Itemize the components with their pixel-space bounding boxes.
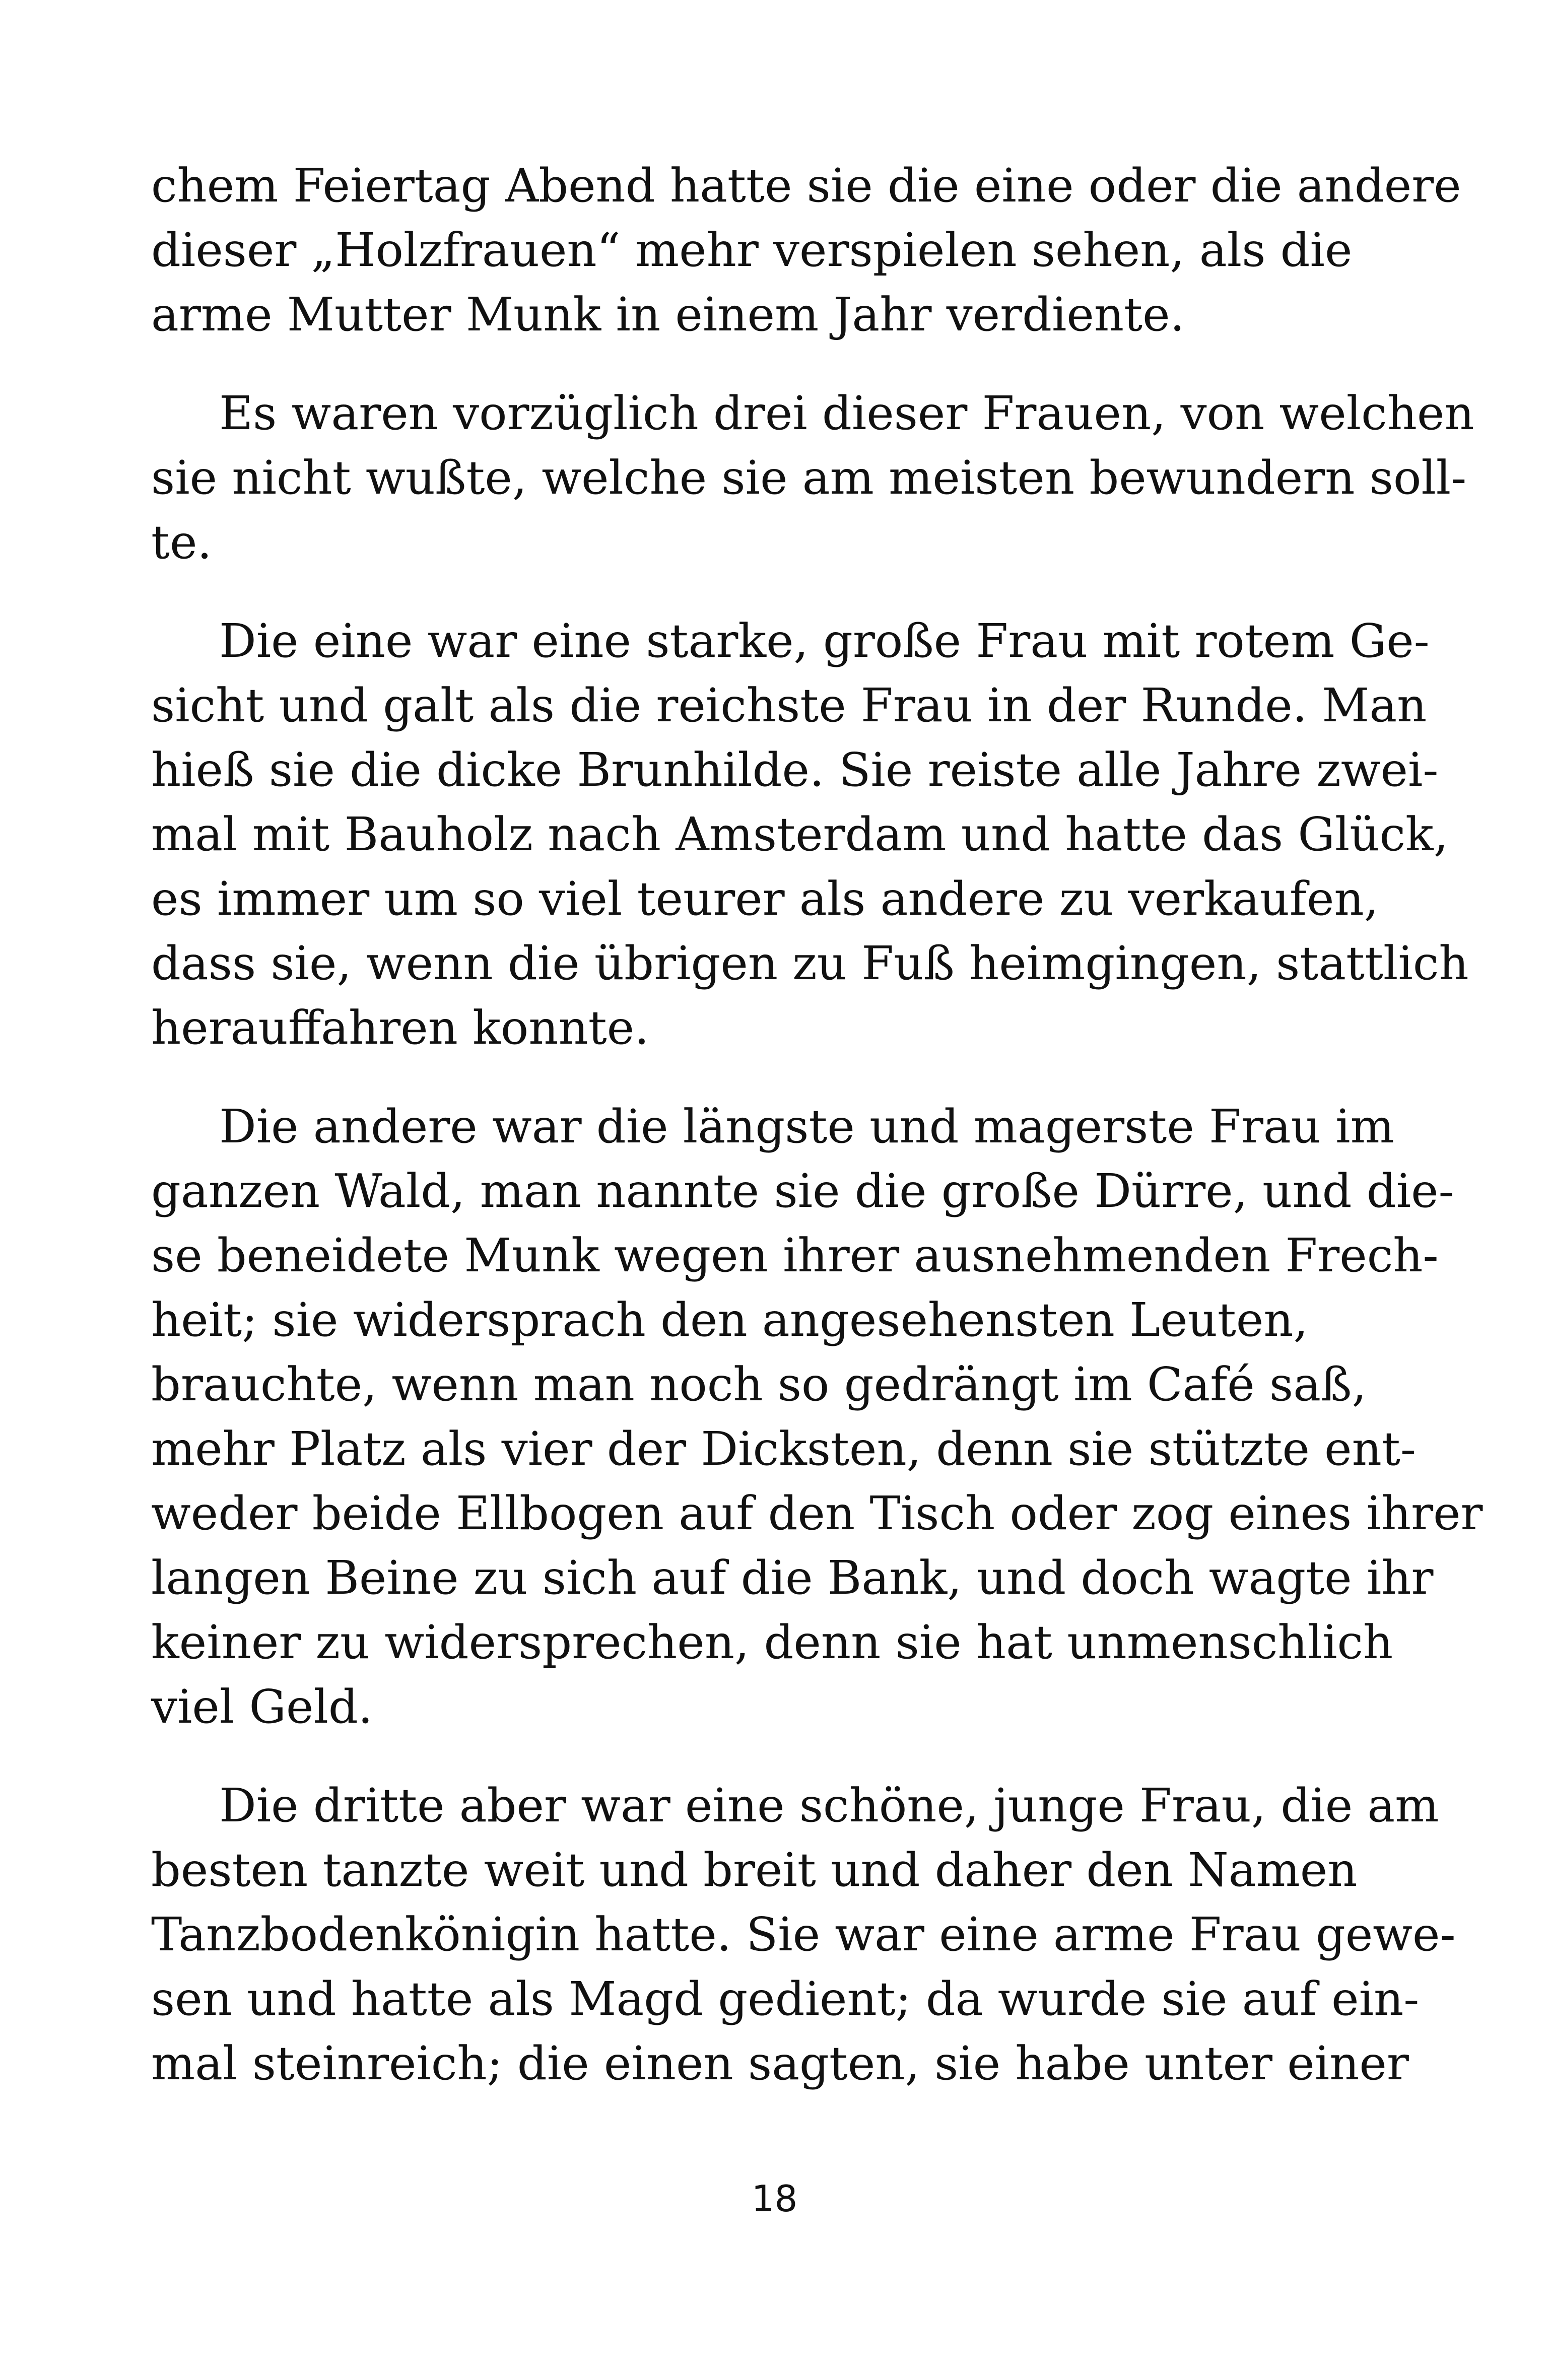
paragraph — [151, 154, 1461, 347]
page-number: 18 — [751, 2178, 798, 2220]
text-line-content: se beneidete Munk wegen ihrer ausnehmenden Frech- — [151, 1229, 1439, 1282]
text-line — [151, 738, 1439, 802]
text-line — [151, 1095, 1395, 1159]
text-line — [151, 931, 1469, 996]
text-line-content: Die andere war die längste und magerste Frau im — [219, 1100, 1394, 1153]
text-line — [151, 1675, 1395, 1739]
text-line-content: chem Feiertag Abend hatte sie die eine oder die andere — [151, 159, 1461, 213]
text-line — [151, 2031, 1409, 2096]
text-line — [151, 283, 1395, 347]
text-line — [151, 1352, 1395, 1417]
text-line-content: herauffahren konnte. — [151, 1001, 649, 1055]
text-line — [151, 1967, 1420, 2031]
text-line-content: langen Beine zu sich auf die Bank, und doch wagte ihr — [151, 1551, 1434, 1605]
text-line — [151, 1610, 1395, 1675]
text-line-content: brauchte, wenn man noch so gedrängt im Café saß, — [151, 1357, 1367, 1411]
text-line-content: mal mit Bauholz nach Amsterdam und hatte das Glück, — [151, 807, 1449, 861]
text-line-content: besten tanzte weit und breit und daher den Namen — [151, 1843, 1358, 1897]
text-line-content: weder beide Ellbogen auf den Tisch oder zog eines ihrer — [151, 1486, 1483, 1540]
text-line-content: dieser „Holzfrauen“ mehr verspielen sehen, als die — [151, 223, 1353, 277]
text-line-content: ganzen Wald, man nannte sie die große Dürre, und die- — [151, 1164, 1454, 1218]
text-line — [151, 510, 1395, 575]
text-line-content: sie nicht wußte, welche sie am meisten bewundern soll- — [151, 451, 1467, 505]
text-line — [151, 218, 1395, 283]
text-line-content: mal steinreich; die einen sagten, sie habe unter einer — [151, 2036, 1409, 2090]
text-line-content: arme Mutter Munk in einem Jahr verdiente. — [151, 288, 1185, 342]
text-line — [151, 673, 1427, 738]
text-line — [151, 1159, 1454, 1223]
text-line-content: viel Geld. — [151, 1680, 373, 1734]
text-line-content: Es waren vorzüglich drei dieser Frauen, von welchen — [219, 386, 1474, 440]
text-line-content: sicht und galt als die reichste Frau in der Runde. Man — [151, 678, 1427, 732]
text-line-content: heit; sie widersprach den angesehensten Leuten, — [151, 1293, 1308, 1347]
text-line-content: mehr Platz als vier der Dicksten, denn sie stützte ent- — [151, 1422, 1416, 1476]
text-line — [151, 1288, 1395, 1352]
text-line-content: dass sie, wenn die übrigen zu Fuß heimgingen, stattlich — [151, 936, 1469, 990]
text-line — [151, 996, 1395, 1060]
paragraph — [151, 609, 1469, 1060]
text-line-content: Die dritte aber war eine schöne, junge Frau, die am — [219, 1779, 1439, 1832]
text-line — [151, 1417, 1416, 1481]
text-line-content: es immer um so viel teurer als andere zu verkaufen, — [151, 872, 1379, 926]
paragraph — [151, 1095, 1483, 1739]
paragraph — [151, 381, 1474, 575]
text-line — [151, 1902, 1456, 1967]
text-line — [151, 1774, 1439, 1838]
text-line — [151, 446, 1467, 510]
text-line — [151, 154, 1461, 218]
text-line-content: Tanzbodenkönigin hatte. Sie war eine arme Frau gewe- — [151, 1908, 1456, 1961]
text-line-content: hieß sie die dicke Brunhilde. Sie reiste alle Jahre zwei- — [151, 743, 1439, 797]
text-line — [151, 867, 1395, 931]
text-line — [151, 609, 1430, 673]
text-line — [151, 802, 1449, 867]
text-line-content: Die eine war eine starke, große Frau mit rotem Ge- — [219, 614, 1430, 668]
text-line — [151, 1546, 1434, 1610]
text-line-content: sen und hatte als Magd gedient; da wurde sie auf ein- — [151, 1972, 1420, 2026]
text-line-content: te. — [151, 515, 212, 569]
paragraph — [151, 1774, 1456, 2096]
text-line — [151, 381, 1474, 446]
text-line — [151, 1223, 1439, 1288]
text-line-content: keiner zu widersprechen, denn sie hat unmenschlich — [151, 1615, 1393, 1669]
body-text — [151, 154, 1483, 2096]
text-line — [151, 1481, 1483, 1546]
text-line — [151, 1838, 1395, 1902]
